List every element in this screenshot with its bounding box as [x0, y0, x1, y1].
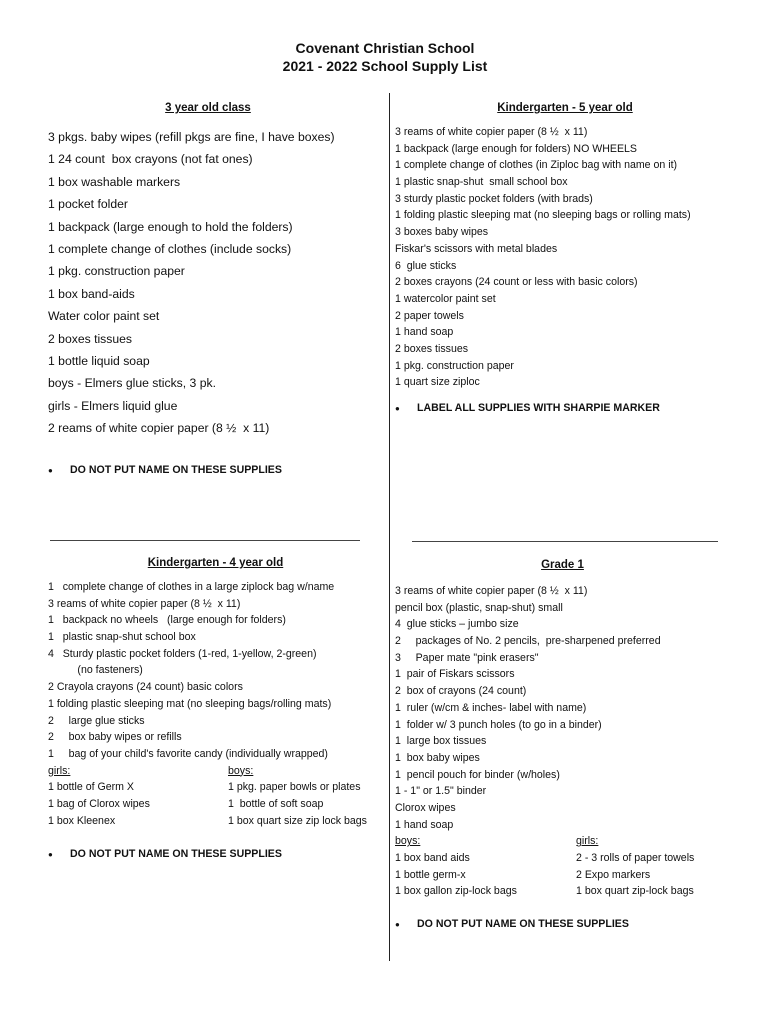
note: ● DO NOT PUT NAME ON THESE SUPPLIES	[48, 464, 378, 476]
list-item: 1 box quart size zip lock bags	[228, 814, 367, 827]
list-item: 3 reams of white copier paper (8 ½ x 11)	[48, 597, 241, 610]
note: ● LABEL ALL SUPPLIES WITH SHARPIE MARKER	[395, 402, 735, 414]
list-item: 1 box quart zip-lock bags	[576, 885, 694, 898]
list-item: 1 - 1" or 1.5" binder	[395, 785, 487, 798]
list-item: 1 box Kleenex	[48, 814, 116, 827]
gender-supplies	[395, 850, 735, 900]
section-heading: 3 year old class	[165, 102, 251, 114]
list-item: 1 large box tissues	[395, 735, 487, 748]
note: ● DO NOT PUT NAME ON THESE SUPPLIES	[48, 848, 383, 860]
list-item: Fiskar's scissors with metal blades	[395, 242, 558, 255]
list-item: 2 boxes tissues	[395, 342, 469, 355]
list-item: 1 complete change of clothes (in Ziploc bag with name on it)	[395, 159, 678, 172]
list-item: 2 - 3 rolls of paper towels	[576, 852, 695, 864]
list-item: 4 Sturdy plastic pocket folders (1-red, 1-yellow, 2-green)	[48, 647, 317, 660]
list-item: 6 glue sticks	[395, 259, 457, 272]
gender-supplies	[48, 779, 383, 829]
list-item: Water color paint set	[48, 309, 160, 324]
list-item: 2 reams of white copier paper (8 ½ x 11)	[48, 421, 270, 436]
list-item: 1 bag of Clorox wipes	[48, 797, 150, 810]
list-item: 1 bottle of soft soap	[228, 797, 324, 810]
list-item: 2 large glue sticks	[48, 714, 145, 727]
list-item: 1 folder w/ 3 punch holes (to go in a binder)	[395, 718, 602, 731]
pair-row	[48, 796, 383, 813]
pair-row	[48, 779, 383, 796]
list-title: 2021 - 2022 School Supply List	[282, 58, 488, 74]
list-item: 1 pkg. construction paper	[48, 264, 185, 279]
separator-right	[412, 541, 718, 542]
list-item: 3 pkgs. baby wipes (refill pkgs are fine, I have boxes)	[48, 130, 335, 144]
list-item: girls - Elmers liquid glue	[48, 398, 178, 413]
list-item: 3 sturdy plastic pocket folders (with brads)	[395, 192, 593, 205]
note: ● DO NOT PUT NAME ON THESE SUPPLIES	[395, 918, 735, 930]
pair-row	[395, 883, 735, 900]
list-item: 2 Expo markers	[576, 868, 651, 881]
gender-labels	[395, 833, 735, 850]
list-item: 1 box gallon zip-lock bags	[395, 885, 517, 898]
list-item: 1 bottle germ-x	[395, 868, 466, 881]
list-item: 1 pocket folder	[48, 197, 128, 212]
list-item: 1 folding plastic sleeping mat (no sleeping bags/rolling mats)	[48, 697, 332, 710]
pair-row	[395, 850, 735, 867]
list-item: 2 boxes crayons (24 count or less with basic colors)	[395, 276, 638, 289]
list-item: 2 boxes tissues	[48, 331, 133, 346]
boys-label: boys:	[228, 764, 254, 777]
list-item: 1 pencil pouch for binder (w/holes)	[395, 768, 560, 781]
girls-label: girls:	[48, 764, 71, 777]
list-item: 3 reams of white copier paper (8 ½ x 11)	[395, 126, 588, 138]
list-item: 3 Paper mate "pink erasers"	[395, 651, 539, 664]
list-item: 1 plastic snap-shut school box	[48, 631, 196, 644]
list-item: Clorox wipes	[395, 801, 456, 814]
list-item: 1 bag of your child's favorite candy (individually wrapped)	[48, 747, 328, 760]
gender-labels	[48, 763, 383, 780]
list-item: 1 box band-aids	[48, 286, 135, 301]
list-item: 1 hand soap	[395, 818, 454, 831]
pair-row	[395, 867, 735, 884]
list-item: 4 glue sticks – jumbo size	[395, 618, 519, 631]
list-item: 2 box baby wipes or refills	[48, 731, 182, 744]
list-item: 3 boxes baby wipes	[395, 226, 489, 239]
section-heading: Kindergarten - 4 year old	[147, 557, 284, 569]
list-item: 1 quart size ziploc	[395, 376, 480, 389]
section-heading: Grade 1	[541, 559, 584, 571]
boys-label: boys:	[395, 835, 421, 848]
list-item: 1 bottle of Germ X	[48, 781, 134, 794]
list-item: 1 pkg. construction paper	[395, 359, 514, 372]
list-item: 1 24 count box crayons (not fat ones)	[48, 152, 253, 167]
list-item: 2 box of crayons (24 count)	[395, 685, 527, 698]
list-item: 1 pair of Fiskars scissors	[395, 668, 515, 681]
list-item: 3 reams of white copier paper (8 ½ x 11)	[395, 585, 588, 597]
k5-section	[395, 102, 735, 414]
list-item: 2 packages of No. 2 pencils, pre-sharpened preferred	[395, 635, 661, 648]
list-item: 1 bottle liquid soap	[48, 353, 150, 368]
list-item: 1 complete change of clothes (include socks)	[48, 241, 292, 256]
three-year-section	[48, 102, 378, 476]
list-item: 1 box washable markers	[48, 174, 181, 189]
school-name: Covenant Christian School	[295, 40, 475, 56]
list-item: 1 backpack no wheels (large enough for folders)	[48, 614, 286, 627]
list-item: 1 backpack (large enough to hold the folders)	[48, 219, 293, 234]
list-item: 1 folding plastic sleeping mat (no sleeping bags or rolling mats)	[395, 209, 691, 222]
list-item: 2 paper towels	[395, 309, 464, 322]
list-item: boys - Elmers glue sticks, 3 pk.	[48, 376, 216, 391]
supply-list	[48, 579, 383, 763]
list-item: (no fasteners)	[48, 664, 143, 677]
supply-list	[48, 126, 378, 439]
list-item: 1 watercolor paint set	[395, 292, 496, 305]
supply-list	[395, 124, 735, 391]
list-item: 2 Crayola crayons (24 count) basic colors	[48, 681, 243, 694]
pair-row	[48, 813, 383, 830]
list-item: 1 plastic snap-shut small school box	[395, 176, 568, 189]
list-item: 1 hand soap	[395, 326, 454, 339]
girls-label: girls:	[576, 835, 599, 848]
separator-left	[50, 540, 360, 541]
grade1-section	[395, 559, 735, 930]
list-item: 1 box band aids	[395, 852, 470, 864]
column-divider	[389, 93, 390, 961]
k4-section	[48, 557, 383, 860]
supply-list	[395, 583, 735, 833]
list-item: pencil box (plastic, snap-shut) small	[395, 601, 563, 614]
list-item: 1 backpack (large enough for folders) NO WHEELS	[395, 142, 638, 155]
list-item: 1 box baby wipes	[395, 751, 480, 764]
list-item: 1 complete change of clothes in a large ziplock bag w/name	[48, 581, 335, 593]
list-item: 1 ruler (w/cm & inches- label with name)	[395, 701, 587, 714]
list-item: 1 pkg. paper bowls or plates	[228, 781, 361, 794]
section-heading: Kindergarten - 5 year old	[497, 102, 633, 114]
